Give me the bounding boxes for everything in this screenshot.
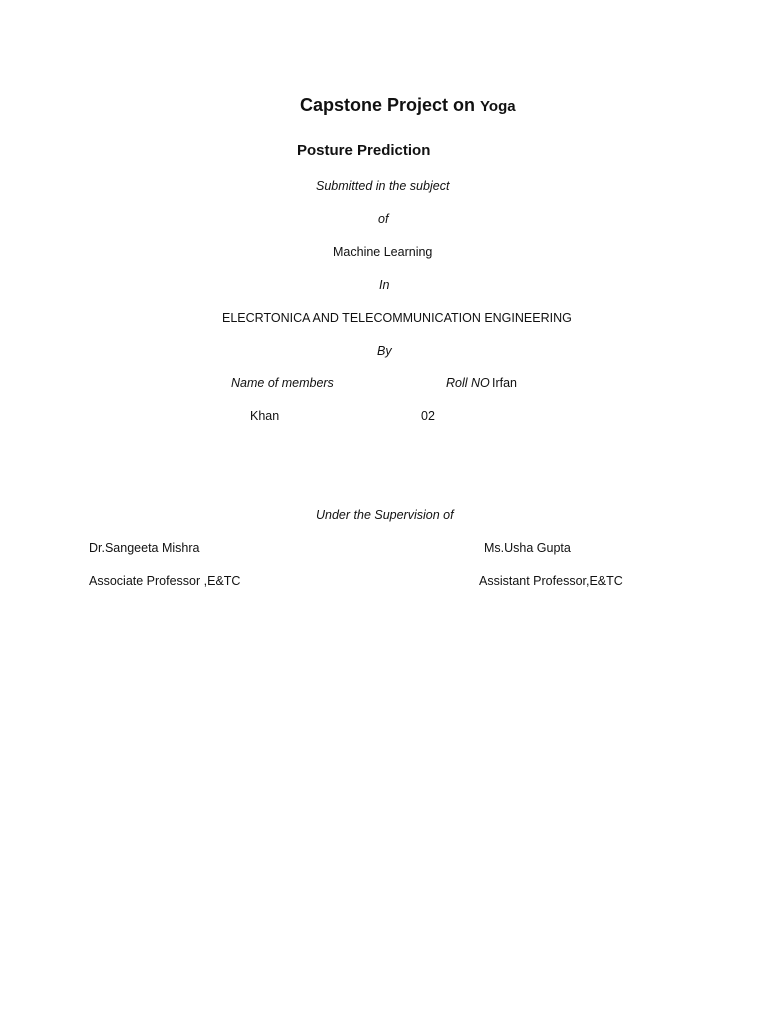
title-main: Capstone Project on bbox=[300, 95, 481, 115]
roll-no-label: Roll NO bbox=[446, 376, 490, 390]
of-line: of bbox=[378, 212, 389, 226]
submitted-line: Submitted in the subject bbox=[316, 179, 450, 193]
document-subtitle: Posture Prediction bbox=[297, 142, 431, 159]
department-name: ELECRTONICA AND TELECOMMUNICATION ENGINEERING bbox=[222, 311, 572, 325]
document-title bbox=[300, 96, 516, 114]
supervisor-2-name: Ms.Usha Gupta bbox=[484, 541, 571, 555]
title-topic: Yoga bbox=[480, 98, 516, 115]
members-label: Name of members bbox=[231, 376, 334, 390]
in-line: In bbox=[379, 278, 390, 292]
member-first-name: Irfan bbox=[492, 376, 518, 390]
supervisor-1-name: Dr.Sangeeta Mishra bbox=[89, 541, 200, 555]
subject-name: Machine Learning bbox=[333, 245, 433, 259]
member-roll-number: 02 bbox=[421, 409, 435, 423]
member-last-name: Khan bbox=[250, 409, 280, 423]
supervisor-1-role: Associate Professor ,E&TC bbox=[89, 574, 241, 588]
by-line: By bbox=[377, 344, 392, 358]
supervisor-2-role: Assistant Professor,E&TC bbox=[479, 574, 623, 588]
supervision-line: Under the Supervision of bbox=[316, 508, 454, 522]
